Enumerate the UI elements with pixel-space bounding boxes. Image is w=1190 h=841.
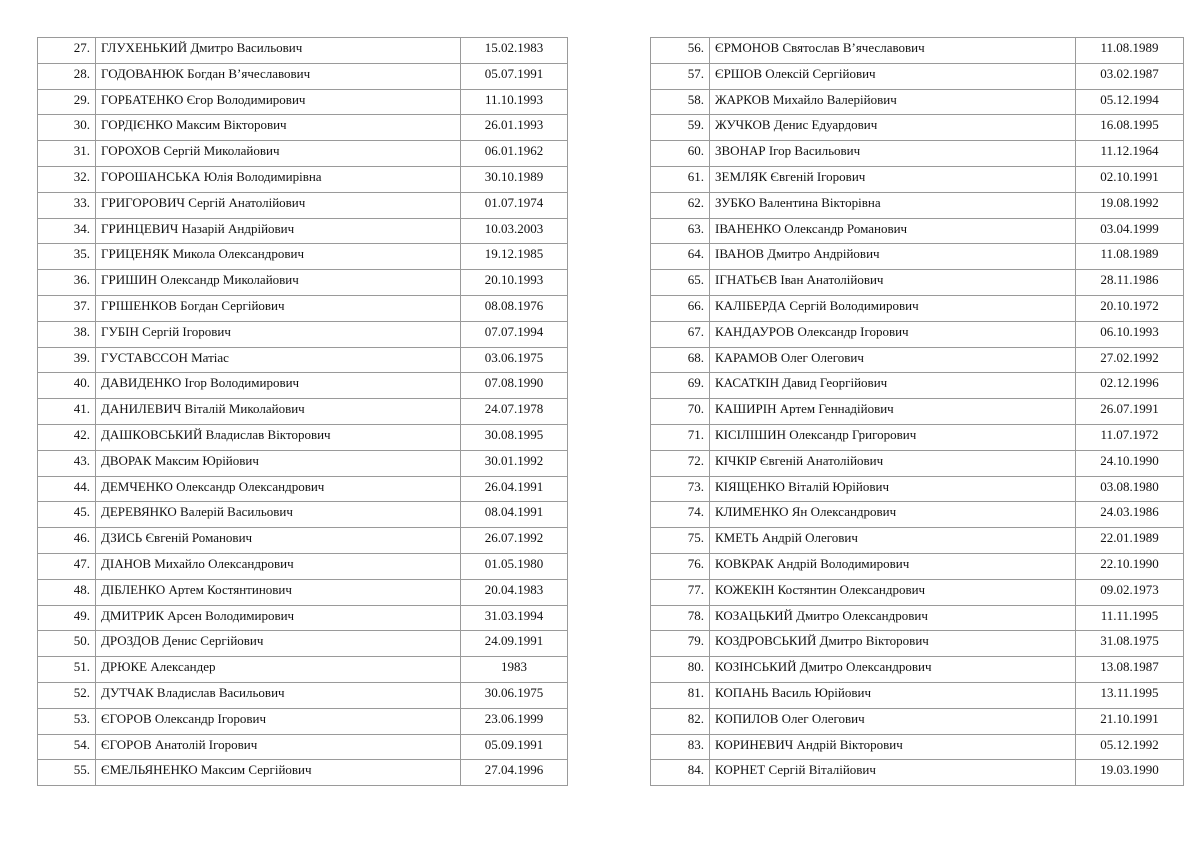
- row-number: 49.: [38, 605, 96, 631]
- table-row: [38, 321, 568, 347]
- table-row: [651, 270, 1184, 296]
- table-row: [38, 476, 568, 502]
- birth-date: 30.10.1989: [461, 166, 568, 192]
- birth-date: 03.08.1980: [1076, 476, 1184, 502]
- birth-date: 26.07.1992: [461, 528, 568, 554]
- person-name: ГРИНЦЕВИЧ Назарій Андрійович: [96, 218, 461, 244]
- person-name: ДІБЛЕНКО Артем Костянтинович: [96, 579, 461, 605]
- table-row: [651, 760, 1184, 786]
- birth-date: 16.08.1995: [1076, 115, 1184, 141]
- person-name: КОВКРАК Андрій Володимирович: [710, 553, 1076, 579]
- row-number: 50.: [38, 631, 96, 657]
- person-name: ЖАРКОВ Михайло Валерійович: [710, 89, 1076, 115]
- table-row: [651, 424, 1184, 450]
- right-table-body: [651, 38, 1184, 786]
- birth-date: 19.12.1985: [461, 244, 568, 270]
- table-row: [651, 295, 1184, 321]
- person-name: ДМИТРИК Арсен Володимирович: [96, 605, 461, 631]
- person-name: ГРИШИН Олександр Миколайович: [96, 270, 461, 296]
- row-number: 75.: [651, 528, 710, 554]
- birth-date: 26.07.1991: [1076, 399, 1184, 425]
- person-name: ІВАНЕНКО Олександр Романович: [710, 218, 1076, 244]
- birth-date: 10.03.2003: [461, 218, 568, 244]
- row-number: 31.: [38, 141, 96, 167]
- row-number: 61.: [651, 166, 710, 192]
- person-name: ЄРМОНОВ Святослав В’ячеславович: [710, 38, 1076, 64]
- person-name: КІСІЛІШИН Олександр Григорович: [710, 424, 1076, 450]
- row-number: 37.: [38, 295, 96, 321]
- person-name: ДАШКОВСЬКИЙ Владислав Вікторович: [96, 424, 461, 450]
- table-row: [38, 657, 568, 683]
- birth-date: 11.08.1989: [1076, 38, 1184, 64]
- table-row: [651, 553, 1184, 579]
- birth-date: 30.01.1992: [461, 450, 568, 476]
- table-row: [38, 734, 568, 760]
- person-name: КОРНЕТ Сергій Віталійович: [710, 760, 1076, 786]
- birth-date: 08.04.1991: [461, 502, 568, 528]
- row-number: 30.: [38, 115, 96, 141]
- person-name: ГРИЦЕНЯК Микола Олександрович: [96, 244, 461, 270]
- birth-date: 20.04.1983: [461, 579, 568, 605]
- left-table-body: [38, 38, 568, 786]
- table-row: [38, 605, 568, 631]
- row-number: 42.: [38, 424, 96, 450]
- birth-date: 26.04.1991: [461, 476, 568, 502]
- person-name: ГРІШЕНКОВ Богдан Сергійович: [96, 295, 461, 321]
- row-number: 43.: [38, 450, 96, 476]
- row-number: 62.: [651, 192, 710, 218]
- person-name: ІГНАТЬЄВ Іван Анатолійович: [710, 270, 1076, 296]
- row-number: 53.: [38, 708, 96, 734]
- row-number: 83.: [651, 734, 710, 760]
- row-number: 80.: [651, 657, 710, 683]
- row-number: 66.: [651, 295, 710, 321]
- row-number: 51.: [38, 657, 96, 683]
- person-name: ДАНИЛЕВИЧ Віталій Миколайович: [96, 399, 461, 425]
- row-number: 73.: [651, 476, 710, 502]
- person-name: КАНДАУРОВ Олександр Ігорович: [710, 321, 1076, 347]
- birth-date: 1983: [461, 657, 568, 683]
- row-number: 68.: [651, 347, 710, 373]
- row-number: 74.: [651, 502, 710, 528]
- row-number: 70.: [651, 399, 710, 425]
- table-row: [38, 682, 568, 708]
- person-name: ДІАНОВ Михайло Олександрович: [96, 553, 461, 579]
- table-row: [651, 450, 1184, 476]
- birth-date: 22.01.1989: [1076, 528, 1184, 554]
- birth-date: 07.07.1994: [461, 321, 568, 347]
- table-row: [651, 605, 1184, 631]
- birth-date: 20.10.1993: [461, 270, 568, 296]
- birth-date: 27.04.1996: [461, 760, 568, 786]
- birth-date: 24.03.1986: [1076, 502, 1184, 528]
- row-number: 41.: [38, 399, 96, 425]
- person-name: ЄГОРОВ Анатолій Ігорович: [96, 734, 461, 760]
- table-row: [38, 450, 568, 476]
- table-row: [651, 734, 1184, 760]
- person-name: КІЧКІР Євгеній Анатолійович: [710, 450, 1076, 476]
- birth-date: 05.09.1991: [461, 734, 568, 760]
- person-name: КОРИНЕВИЧ Андрій Вікторович: [710, 734, 1076, 760]
- table-row: [651, 399, 1184, 425]
- table-row: [38, 631, 568, 657]
- row-number: 38.: [38, 321, 96, 347]
- birth-date: 06.01.1962: [461, 141, 568, 167]
- birth-date: 31.08.1975: [1076, 631, 1184, 657]
- birth-date: 01.05.1980: [461, 553, 568, 579]
- row-number: 59.: [651, 115, 710, 141]
- left-name-table: [37, 37, 568, 786]
- birth-date: 24.10.1990: [1076, 450, 1184, 476]
- person-name: ДРЮКЕ Александер: [96, 657, 461, 683]
- birth-date: 21.10.1991: [1076, 708, 1184, 734]
- birth-date: 03.02.1987: [1076, 63, 1184, 89]
- person-name: ІВАНОВ Дмитро Андрійович: [710, 244, 1076, 270]
- birth-date: 11.08.1989: [1076, 244, 1184, 270]
- row-number: 35.: [38, 244, 96, 270]
- row-number: 60.: [651, 141, 710, 167]
- table-row: [38, 399, 568, 425]
- table-row: [38, 218, 568, 244]
- row-number: 48.: [38, 579, 96, 605]
- person-name: ГЛУХЕНЬКИЙ Дмитро Васильович: [96, 38, 461, 64]
- birth-date: 27.02.1992: [1076, 347, 1184, 373]
- person-name: КМЕТЬ Андрій Олегович: [710, 528, 1076, 554]
- birth-date: 28.11.1986: [1076, 270, 1184, 296]
- table-row: [38, 89, 568, 115]
- table-row: [38, 166, 568, 192]
- person-name: ГРИГОРОВИЧ Сергій Анатолійович: [96, 192, 461, 218]
- birth-date: 03.06.1975: [461, 347, 568, 373]
- birth-date: 31.03.1994: [461, 605, 568, 631]
- row-number: 33.: [38, 192, 96, 218]
- person-name: ГОРОХОВ Сергій Миколайович: [96, 141, 461, 167]
- person-name: ДАВИДЕНКО Ігор Володимирович: [96, 373, 461, 399]
- birth-date: 19.08.1992: [1076, 192, 1184, 218]
- birth-date: 06.10.1993: [1076, 321, 1184, 347]
- table-row: [651, 141, 1184, 167]
- birth-date: 24.09.1991: [461, 631, 568, 657]
- birth-date: 24.07.1978: [461, 399, 568, 425]
- row-number: 76.: [651, 553, 710, 579]
- row-number: 52.: [38, 682, 96, 708]
- person-name: ЗЕМЛЯК Євгеній Ігорович: [710, 166, 1076, 192]
- table-row: [38, 192, 568, 218]
- person-name: ДРОЗДОВ Денис Сергійович: [96, 631, 461, 657]
- table-row: [38, 502, 568, 528]
- row-number: 29.: [38, 89, 96, 115]
- table-row: [38, 373, 568, 399]
- person-name: ГОРДІЄНКО Максим Вікторович: [96, 115, 461, 141]
- row-number: 28.: [38, 63, 96, 89]
- birth-date: 11.12.1964: [1076, 141, 1184, 167]
- table-row: [651, 244, 1184, 270]
- row-number: 45.: [38, 502, 96, 528]
- table-row: [651, 63, 1184, 89]
- person-name: ДЕРЕВЯНКО Валерій Васильович: [96, 502, 461, 528]
- row-number: 55.: [38, 760, 96, 786]
- table-row: [38, 708, 568, 734]
- row-number: 78.: [651, 605, 710, 631]
- person-name: КОЗДРОВСЬКИЙ Дмитро Вікторович: [710, 631, 1076, 657]
- birth-date: 13.08.1987: [1076, 657, 1184, 683]
- person-name: КАЛІБЕРДА Сергій Володимирович: [710, 295, 1076, 321]
- person-name: КІЯЩЕНКО Віталій Юрійович: [710, 476, 1076, 502]
- table-row: [38, 579, 568, 605]
- person-name: ГОРОШАНСЬКА Юлія Володимирівна: [96, 166, 461, 192]
- row-number: 47.: [38, 553, 96, 579]
- row-number: 32.: [38, 166, 96, 192]
- birth-date: 15.02.1983: [461, 38, 568, 64]
- birth-date: 11.11.1995: [1076, 605, 1184, 631]
- table-row: [38, 295, 568, 321]
- person-name: ЄГОРОВ Олександр Ігорович: [96, 708, 461, 734]
- row-number: 56.: [651, 38, 710, 64]
- person-name: КАШИРІН Артем Геннадійович: [710, 399, 1076, 425]
- row-number: 84.: [651, 760, 710, 786]
- person-name: ДУТЧАК Владислав Васильович: [96, 682, 461, 708]
- person-name: КАРАМОВ Олег Олегович: [710, 347, 1076, 373]
- person-name: ЗУБКО Валентина Вікторівна: [710, 192, 1076, 218]
- table-row: [651, 476, 1184, 502]
- row-number: 82.: [651, 708, 710, 734]
- birth-date: 05.12.1992: [1076, 734, 1184, 760]
- person-name: ГОРБАТЕНКО Єгор Володимирович: [96, 89, 461, 115]
- person-name: КОПАНЬ Василь Юрійович: [710, 682, 1076, 708]
- row-number: 77.: [651, 579, 710, 605]
- table-row: [38, 760, 568, 786]
- person-name: ДЗИСЬ Євгеній Романович: [96, 528, 461, 554]
- table-row: [38, 270, 568, 296]
- birth-date: 02.10.1991: [1076, 166, 1184, 192]
- row-number: 40.: [38, 373, 96, 399]
- table-row: [651, 682, 1184, 708]
- row-number: 57.: [651, 63, 710, 89]
- birth-date: 30.08.1995: [461, 424, 568, 450]
- person-name: ЖУЧКОВ Денис Едуардович: [710, 115, 1076, 141]
- birth-date: 19.03.1990: [1076, 760, 1184, 786]
- person-name: ЄРШОВ Олексій Сергійович: [710, 63, 1076, 89]
- table-row: [651, 373, 1184, 399]
- person-name: КОЖЕКІН Костянтин Олександрович: [710, 579, 1076, 605]
- row-number: 36.: [38, 270, 96, 296]
- row-number: 81.: [651, 682, 710, 708]
- birth-date: 01.07.1974: [461, 192, 568, 218]
- row-number: 69.: [651, 373, 710, 399]
- person-name: КЛИМЕНКО Ян Олександрович: [710, 502, 1076, 528]
- person-name: ДВОРАК Максим Юрійович: [96, 450, 461, 476]
- person-name: КОПИЛОВ Олег Олегович: [710, 708, 1076, 734]
- table-row: [38, 63, 568, 89]
- birth-date: 11.07.1972: [1076, 424, 1184, 450]
- birth-date: 03.04.1999: [1076, 218, 1184, 244]
- row-number: 27.: [38, 38, 96, 64]
- birth-date: 02.12.1996: [1076, 373, 1184, 399]
- row-number: 44.: [38, 476, 96, 502]
- table-row: [38, 553, 568, 579]
- row-number: 67.: [651, 321, 710, 347]
- birth-date: 11.10.1993: [461, 89, 568, 115]
- table-row: [38, 528, 568, 554]
- birth-date: 30.06.1975: [461, 682, 568, 708]
- row-number: 39.: [38, 347, 96, 373]
- person-name: ГУСТАВССОН Матіас: [96, 347, 461, 373]
- birth-date: 05.12.1994: [1076, 89, 1184, 115]
- person-name: КОЗІНСЬКИЙ Дмитро Олександрович: [710, 657, 1076, 683]
- table-row: [651, 89, 1184, 115]
- table-row: [38, 141, 568, 167]
- birth-date: 09.02.1973: [1076, 579, 1184, 605]
- person-name: ЗВОНАР Ігор Васильович: [710, 141, 1076, 167]
- row-number: 46.: [38, 528, 96, 554]
- birth-date: 08.08.1976: [461, 295, 568, 321]
- table-row: [38, 38, 568, 64]
- person-name: ГОДОВАНЮК Богдан В’ячеславович: [96, 63, 461, 89]
- person-name: ЄМЕЛЬЯНЕНКО Максим Сергійович: [96, 760, 461, 786]
- table-row: [651, 115, 1184, 141]
- table-row: [651, 502, 1184, 528]
- row-number: 71.: [651, 424, 710, 450]
- table-row: [651, 528, 1184, 554]
- table-row: [651, 38, 1184, 64]
- table-row: [651, 218, 1184, 244]
- birth-date: 20.10.1972: [1076, 295, 1184, 321]
- row-number: 65.: [651, 270, 710, 296]
- birth-date: 13.11.1995: [1076, 682, 1184, 708]
- right-name-table: [650, 37, 1184, 786]
- birth-date: 26.01.1993: [461, 115, 568, 141]
- table-row: [651, 192, 1184, 218]
- person-name: ГУБІН Сергій Ігорович: [96, 321, 461, 347]
- table-row: [651, 166, 1184, 192]
- table-row: [651, 347, 1184, 373]
- row-number: 64.: [651, 244, 710, 270]
- birth-date: 05.07.1991: [461, 63, 568, 89]
- table-row: [38, 244, 568, 270]
- table-row: [38, 424, 568, 450]
- birth-date: 22.10.1990: [1076, 553, 1184, 579]
- table-row: [38, 115, 568, 141]
- table-row: [651, 708, 1184, 734]
- table-row: [651, 657, 1184, 683]
- person-name: ДЕМЧЕНКО Олександр Олександрович: [96, 476, 461, 502]
- table-row: [651, 321, 1184, 347]
- row-number: 34.: [38, 218, 96, 244]
- birth-date: 07.08.1990: [461, 373, 568, 399]
- person-name: КАСАТКІН Давид Георгійович: [710, 373, 1076, 399]
- birth-date: 23.06.1999: [461, 708, 568, 734]
- person-name: КОЗАЦЬКИЙ Дмитро Олександрович: [710, 605, 1076, 631]
- row-number: 54.: [38, 734, 96, 760]
- table-row: [651, 579, 1184, 605]
- row-number: 79.: [651, 631, 710, 657]
- row-number: 72.: [651, 450, 710, 476]
- table-row: [651, 631, 1184, 657]
- row-number: 58.: [651, 89, 710, 115]
- row-number: 63.: [651, 218, 710, 244]
- table-row: [38, 347, 568, 373]
